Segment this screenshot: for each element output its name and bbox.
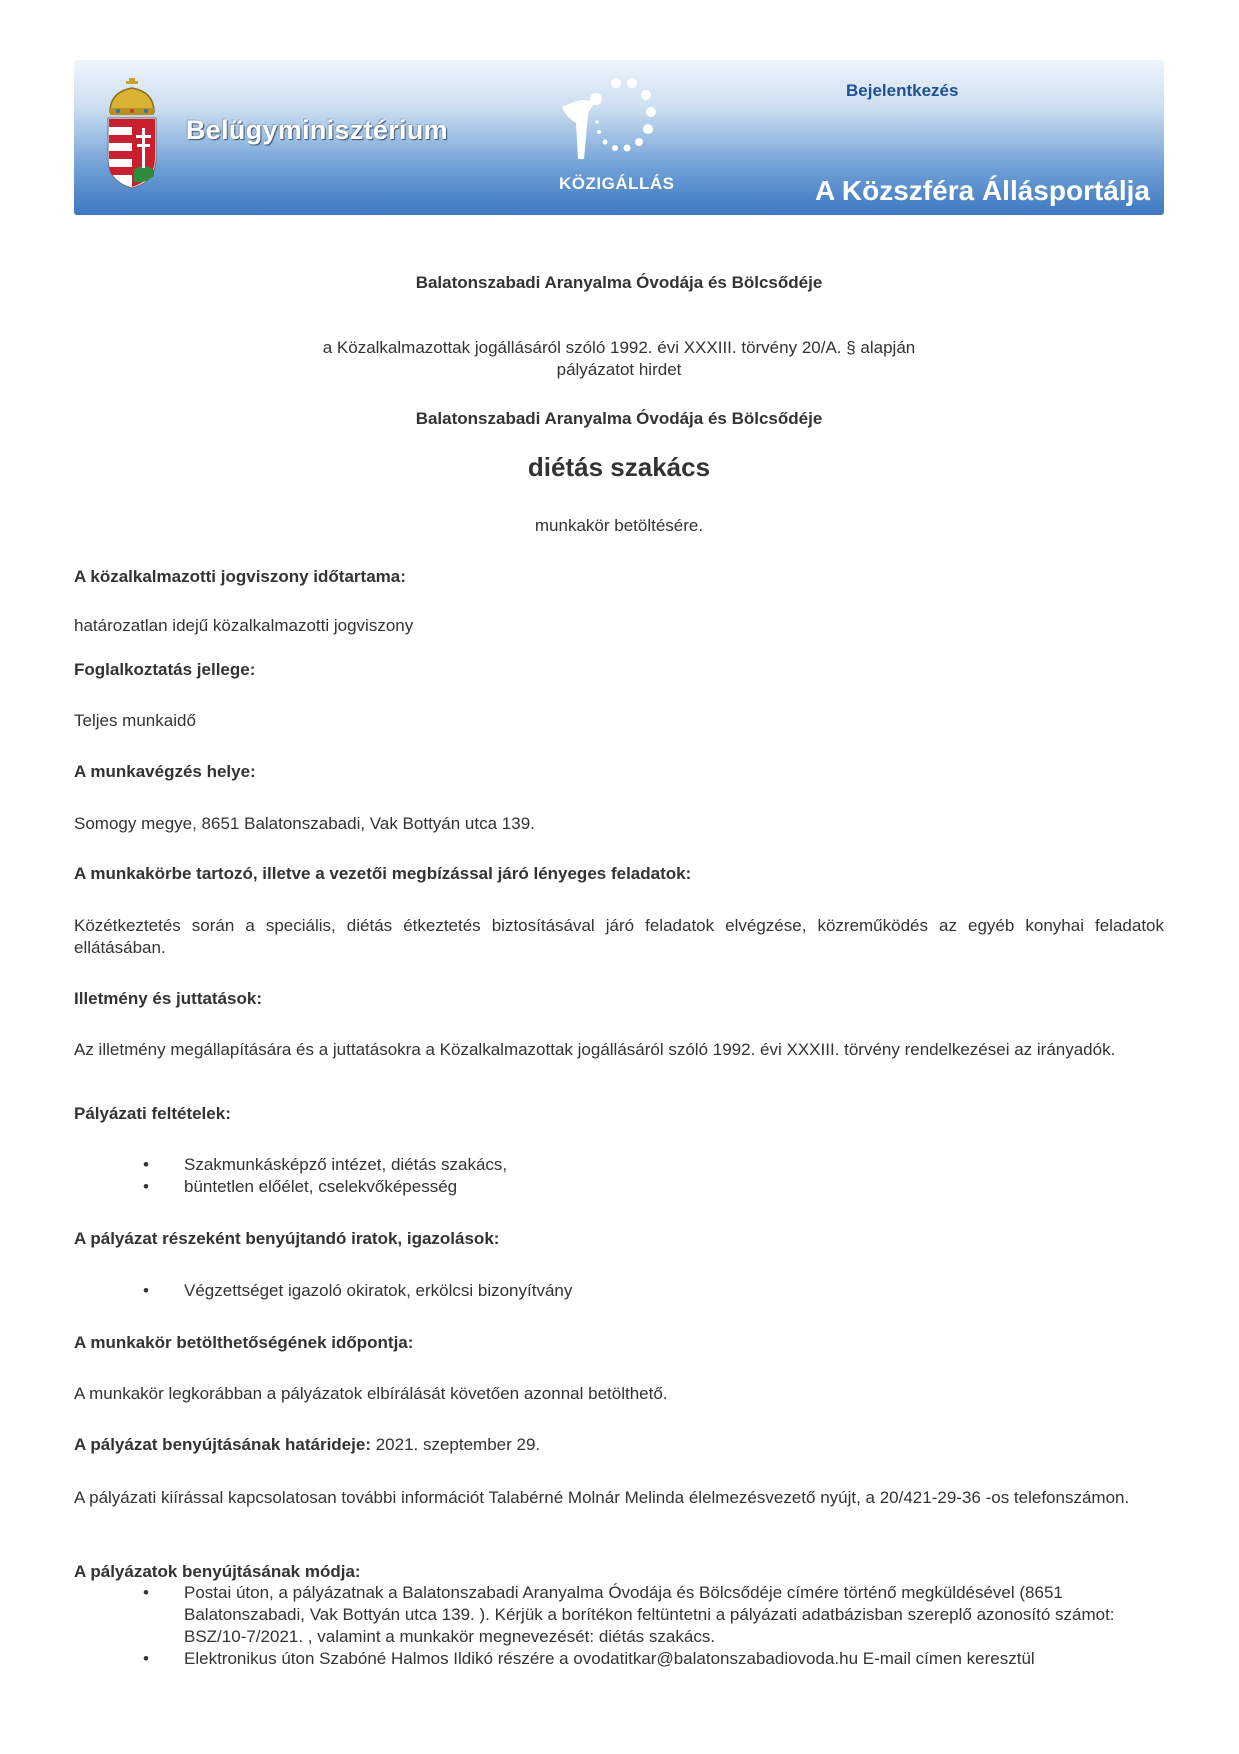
login-link[interactable]: Bejelentkezés	[846, 81, 959, 100]
salary-text: Az illetmény megállapítására és a juttatásokra a Közalkalmazottak jogállásáról szóló 1992. évi XXXIII. törvény rendelkezései az irányadók.	[74, 1040, 1116, 1059]
law-line-2: pályázatot hirdet	[556, 360, 682, 379]
submission-list	[74, 1582, 1164, 1670]
tasks-text: Közétkeztetés során a speciális, diétás étkeztetés biztosításával járó feladatok elvégzése, közreműködés az egyéb konyhai feladatok ellátásában.	[74, 916, 1164, 957]
info-text: A pályázati kiírással kapcsolatosan további információt Talabérné Molnár Melinda élelmezésvezető nyújt, a 20/421-29-36 -os telefonszámon.	[74, 1488, 1130, 1507]
submission-heading: A pályázatok benyújtásának módja:	[74, 1562, 361, 1581]
position-title: diétás szakács	[527, 452, 711, 482]
employment-text: Teljes munkaidő	[74, 711, 196, 730]
start-text: A munkakör legkorábban a pályázatok elbírálását követően azonnal betölthető.	[74, 1384, 668, 1403]
law-reference	[74, 337, 1164, 381]
list-item: • Szakmunkásképző intézet, diétás szakács,	[74, 1154, 1164, 1176]
deadline-value: 2021. szeptember 29.	[370, 1435, 541, 1454]
deadline-label: A pályázat benyújtásának határideje:	[74, 1435, 371, 1454]
portal-title: A Közszféra Állásportálja	[814, 175, 1150, 206]
position-suffix: munkakör betöltésére.	[534, 516, 704, 535]
documents-list	[74, 1280, 1164, 1302]
conditions-heading: Pályázati feltételek:	[74, 1104, 231, 1123]
kozigallas-logo-icon	[554, 75, 664, 170]
kozigallas-label: KÖZIGÁLLÁS	[559, 174, 675, 193]
location-heading: A munkavégzés helye:	[74, 762, 256, 781]
organization-title-2: Balatonszabadi Aranyalma Óvodája és Bölcsődéje	[415, 409, 823, 428]
tasks-heading: A munkakörbe tartozó, illetve a vezetői megbízással járó lényeges feladatok:	[74, 864, 692, 883]
list-item: • büntetlen előélet, cselekvőképesség	[74, 1176, 1164, 1198]
header-banner	[74, 60, 1164, 215]
hungarian-coat-of-arms-icon	[104, 78, 160, 190]
law-line-1: a Közalkalmazottak jogállásáról szóló 1992. évi XXXIII. törvény 20/A. § alapján	[322, 338, 916, 357]
location-text: Somogy megye, 8651 Balatonszabadi, Vak Bottyán utca 139.	[74, 814, 535, 833]
organization-title: Balatonszabadi Aranyalma Óvodája és Bölcsődéje	[415, 273, 823, 292]
duration-heading: A közalkalmazotti jogviszony időtartama:	[74, 567, 406, 586]
list-item: • Végzettséget igazoló okiratok, erkölcsi bizonyítvány	[74, 1280, 1164, 1302]
list-item: • Postai úton, a pályázatnak a Balatonszabadi Aranyalma Óvodája és Bölcsődéje címére történő megküldésével (8651 Balatonszabadi, Vak Bottyán utca 139. ). Kérjük a borítékon feltüntetni a pályázati adatbázisban szereplő azonosító számot: BSZ/10-7/2021. , valamint a munkakör megnevezését: diétás szakács.	[74, 1582, 1164, 1648]
salary-heading: Illetmény és juttatások:	[74, 989, 263, 1008]
start-heading: A munkakör betölthetőségének időpontja:	[74, 1333, 414, 1352]
duration-text: határozatlan idejű közalkalmazotti jogviszony	[74, 616, 414, 635]
employment-heading: Foglalkoztatás jellege:	[74, 660, 256, 679]
documents-heading: A pályázat részeként benyújtandó iratok, igazolások:	[74, 1229, 500, 1248]
ministry-name: Belügyminisztérium	[186, 115, 448, 145]
deadline-line	[74, 1434, 1164, 1456]
list-item: • Elektronikus úton Szabóné Halmos Ildikó részére a ovodatitkar@balatonszabadiovoda.hu E-mail címen keresztül	[74, 1648, 1164, 1670]
conditions-list	[74, 1154, 1164, 1198]
